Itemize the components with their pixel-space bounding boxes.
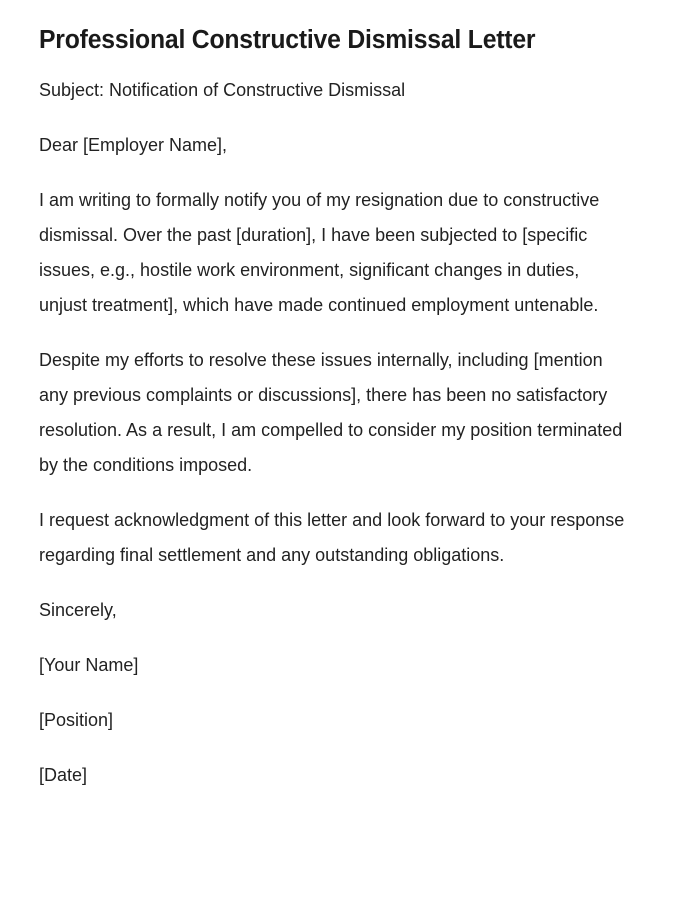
body-paragraph-1: I am writing to formally notify you of my resignation due to constructive dismissal. Over the past [duration], I have been subjected to [specific issues, e.g., hostile work environment, significant changes in duties, unjust treatment], which have made continued employment untenable. [39, 190, 600, 315]
signature-date: [Date] [39, 765, 88, 785]
signature-position: [Position] [39, 710, 114, 730]
salutation: Dear [Employer Name], [39, 135, 228, 155]
body-paragraph-2: Despite my efforts to resolve these issues internally, including [mention any previous complaints or discussions], there has been no satisfactory resolution. As a result, I am compelled to consider my position terminated by the conditions imposed. [39, 350, 623, 475]
body-paragraph-3: I request acknowledgment of this letter and look forward to your response regarding final settlement and any outstanding obligations. [39, 510, 625, 565]
signature-name: [Your Name] [39, 655, 139, 675]
subject-line: Subject: Notification of Constructive Dismissal [39, 80, 406, 100]
page-title: Professional Constructive Dismissal Letter [39, 26, 536, 54]
closing-line: Sincerely, [39, 600, 117, 620]
